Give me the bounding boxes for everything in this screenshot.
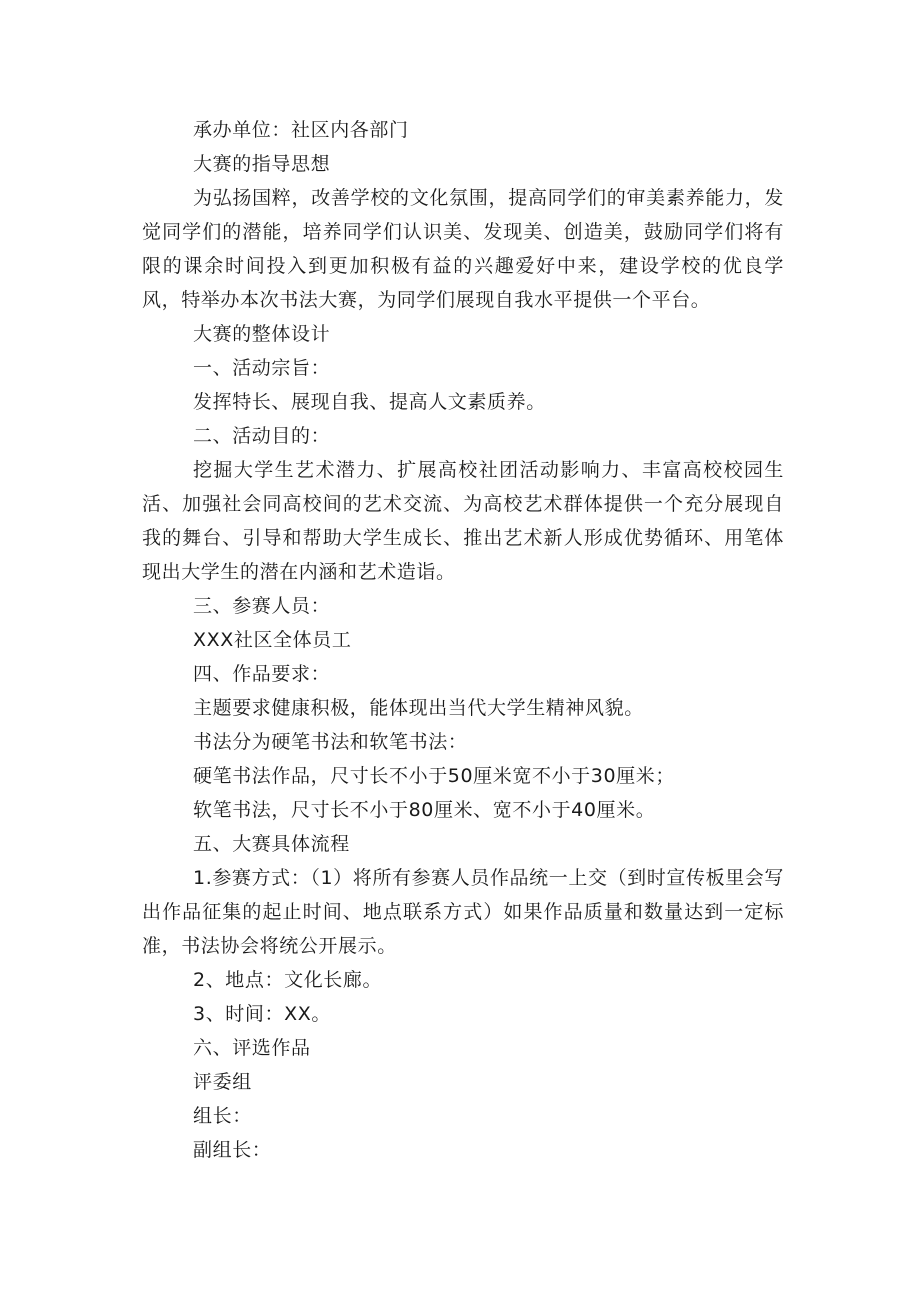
heading-objectives: 二、活动目的： [193, 425, 331, 447]
objectives-paragraph: 挖掘大学生艺术潜力、扩展高校社团活动影响力、丰富高校校园生活、加强社会同高校间的艺术交流、为高校艺术群体提供一个充分展现自我的舞台、引导和帮助大学生成长、推出艺术新人形成优势循环、用笔体现出大学生的潜在内涵和艺术造诣。 [142, 459, 784, 583]
section-heading-guiding-idea: 大赛的指导思想 [193, 153, 331, 175]
requirement-soft-brush: 软笔书法，尺寸长不小于80厘米、宽不小于40厘米。 [193, 799, 656, 821]
process-time: 3、时间：XX。 [193, 1003, 331, 1025]
panel-leader: 组长： [193, 1105, 252, 1127]
judges-panel: 评委组 [193, 1071, 252, 1093]
section-heading-overall-design: 大赛的整体设计 [193, 323, 331, 345]
heading-participants: 三、参赛人员： [193, 595, 331, 617]
heading-purpose: 一、活动宗旨： [193, 357, 331, 379]
participants-text: XXX社区全体员工 [193, 629, 352, 651]
requirement-categories: 书法分为硬笔书法和软笔书法： [193, 731, 468, 753]
purpose-text: 发挥特长、展现自我、提高人文素质养。 [193, 391, 546, 413]
requirement-hard-pen: 硬笔书法作品，尺寸长不小于50厘米宽不小于30厘米； [193, 765, 675, 787]
heading-requirements: 四、作品要求： [193, 663, 331, 685]
organizer-line: 承办单位：社区内各部门 [193, 119, 409, 141]
process-location: 2、地点：文化长廊。 [193, 969, 383, 991]
heading-judging: 六、评选作品 [193, 1037, 311, 1059]
guiding-idea-paragraph: 为弘扬国粹，改善学校的文化氛围，提高同学们的审美素养能力，发觉同学们的潜能，培养同学们认识美、发现美、创造美，鼓励同学们将有限的课余时间投入到更加积极有益的兴趣爱好中来，建设学校的优良学风，特举办本次书法大赛，为同学们展现自我水平提供一个平台。 [142, 187, 784, 311]
heading-process: 五、大赛具体流程 [193, 833, 350, 855]
panel-deputy-leader: 副组长： [193, 1139, 272, 1161]
requirement-theme: 主题要求健康积极，能体现出当代大学生精神风貌。 [193, 697, 644, 719]
process-submission: 1.参赛方式：（1）将所有参赛人员作品统一上交（到时宣传板里会写出作品征集的起止时间、地点联系方式）如果作品质量和数量达到一定标准，书法协会将统公开展示。 [142, 867, 784, 957]
